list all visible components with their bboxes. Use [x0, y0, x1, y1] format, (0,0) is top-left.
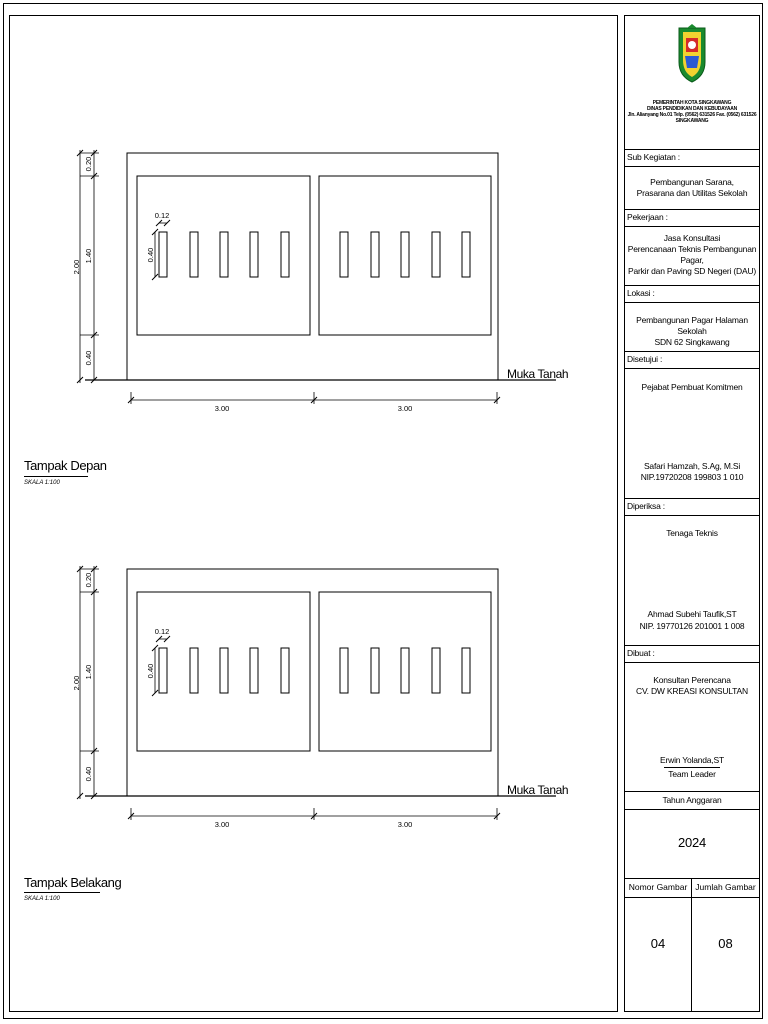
jumlah-gambar-label: Jumlah Gambar	[695, 882, 756, 892]
text-line: Prasarana dan Utilitas Sekolah	[636, 188, 748, 198]
text-line: Pembangunan Sarana,	[650, 177, 734, 187]
fence-panel-left	[137, 592, 310, 751]
title-block-border	[624, 15, 760, 1012]
text-line: SDN 62 Singkawang	[654, 337, 730, 347]
ventilation-slot	[371, 648, 379, 693]
name-underline	[664, 767, 720, 768]
disetujui-label: Disetujui :	[627, 354, 663, 364]
ventilation-slot	[281, 232, 289, 277]
ground-label: Muka Tanah	[507, 783, 569, 797]
agency-line: PEMERINTAH KOTA SINGKAWANG	[652, 100, 732, 106]
pekerjaan-label: Pekerjaan :	[627, 212, 668, 222]
dibuat-value	[625, 675, 759, 697]
agency-line: Jln. Alianyang No.01 Telp. (0562) 631526 Fax. (0562) 631526	[627, 112, 757, 118]
dim-total-height: 2.00	[72, 259, 81, 275]
ventilation-slot	[190, 648, 198, 693]
text-line: Konsultan Perencana	[653, 675, 731, 685]
disetujui-name: Safari Hamzah, S.Ag, M.Si	[643, 461, 741, 471]
tahun-value: 2024	[677, 835, 707, 850]
view-title-front: Tampak Depan	[24, 458, 107, 473]
dim-bottom: 0.40	[84, 350, 93, 366]
diperiksa-role: Tenaga Teknis	[666, 528, 718, 538]
jumlah-gambar-value: 08	[718, 936, 733, 951]
ventilation-slot	[340, 232, 348, 277]
pekerjaan-value	[625, 233, 759, 277]
title-underline	[24, 476, 88, 477]
dim-span-left: 3.00	[214, 820, 230, 829]
fence-wall	[127, 569, 498, 796]
disetujui-nip: NIP.19720208 199803 1 010	[640, 472, 744, 482]
rear-elevation	[72, 566, 568, 829]
agency-header	[625, 100, 759, 124]
singkawang-emblem	[625, 24, 759, 84]
view-scale-front: SKALA 1:100	[24, 480, 60, 486]
text-line: Perencanaan Teknis Pembangunan Pagar,	[627, 244, 757, 265]
view-scale-rear: SKALA 1:100	[24, 896, 60, 902]
ground-label: Muka Tanah	[507, 367, 569, 381]
ventilation-slot	[250, 648, 258, 693]
front-elevation	[72, 150, 568, 413]
ventilation-slot	[340, 648, 348, 693]
lokasi-label: Lokasi :	[627, 288, 655, 298]
ventilation-slot	[432, 648, 440, 693]
dibuat-role: Team Leader	[668, 769, 716, 779]
dim-total-height: 2.00	[72, 675, 81, 691]
text-line: CV. DW KREASI KONSULTAN	[636, 686, 748, 696]
text-line: Pembangunan Pagar Halaman Sekolah	[636, 315, 748, 336]
ventilation-slot	[159, 232, 167, 277]
ventilation-slot	[250, 232, 258, 277]
ventilation-slot	[401, 232, 409, 277]
fence-panel-left	[137, 176, 310, 335]
dibuat-label: Dibuat :	[627, 648, 655, 658]
view-title-rear: Tampak Belakang	[24, 875, 122, 890]
lokasi-value	[625, 315, 759, 348]
dim-slot-height: 0.40	[146, 663, 155, 679]
dim-span-right: 3.00	[397, 820, 413, 829]
agency-line: SINGKAWANG	[675, 118, 709, 124]
ventilation-slot	[432, 232, 440, 277]
ventilation-slot	[220, 232, 228, 277]
diperiksa-nip: NIP. 19770126 201001 1 008	[639, 621, 745, 631]
sub-kegiatan-label: Sub Kegiatan :	[627, 152, 680, 162]
text-line: Jasa Konsultasi	[663, 233, 721, 243]
diperiksa-name: Ahmad Subehi Taufik,ST	[647, 609, 737, 619]
disetujui-role: Pejabat Pembuat Komitmen	[641, 382, 743, 392]
text-line: Parkir dan Paving SD Negeri (DAU)	[627, 266, 757, 276]
dim-bottom: 0.40	[84, 766, 93, 782]
tahun-label: Tahun Anggaran	[662, 795, 722, 805]
emblem-area	[625, 24, 759, 84]
sub-kegiatan-value	[625, 177, 759, 199]
diperiksa-label: Diperiksa :	[627, 501, 665, 511]
fence-wall	[127, 153, 498, 380]
fence-panel-right	[319, 592, 491, 751]
agency-line: DINAS PENDIDIKAN DAN KEBUDAYAAN	[646, 106, 738, 112]
ventilation-slot	[462, 648, 470, 693]
ventilation-slot	[462, 232, 470, 277]
ventilation-slot	[401, 648, 409, 693]
dim-panel-height: 1.40	[84, 248, 93, 264]
dibuat-name: Erwin Yolanda,ST	[660, 755, 724, 765]
ventilation-slot	[159, 648, 167, 693]
ventilation-slot	[190, 232, 198, 277]
fence-panel-right	[319, 176, 491, 335]
nomor-gambar-value: 04	[650, 936, 666, 951]
dim-slot-width: 0.12	[154, 211, 170, 220]
dim-panel-height: 1.40	[84, 664, 93, 680]
nomor-gambar-label: Nomor Gambar	[628, 882, 688, 892]
dim-top-beam: 0.20	[84, 156, 93, 172]
dim-span-left: 3.00	[214, 404, 230, 413]
ventilation-slot	[281, 648, 289, 693]
ventilation-slot	[371, 232, 379, 277]
dim-top-beam: 0.20	[84, 572, 93, 588]
ventilation-slot	[220, 648, 228, 693]
title-underline	[24, 892, 100, 893]
dim-span-right: 3.00	[397, 404, 413, 413]
dim-slot-height: 0.40	[146, 247, 155, 263]
dim-slot-width: 0.12	[154, 627, 170, 636]
